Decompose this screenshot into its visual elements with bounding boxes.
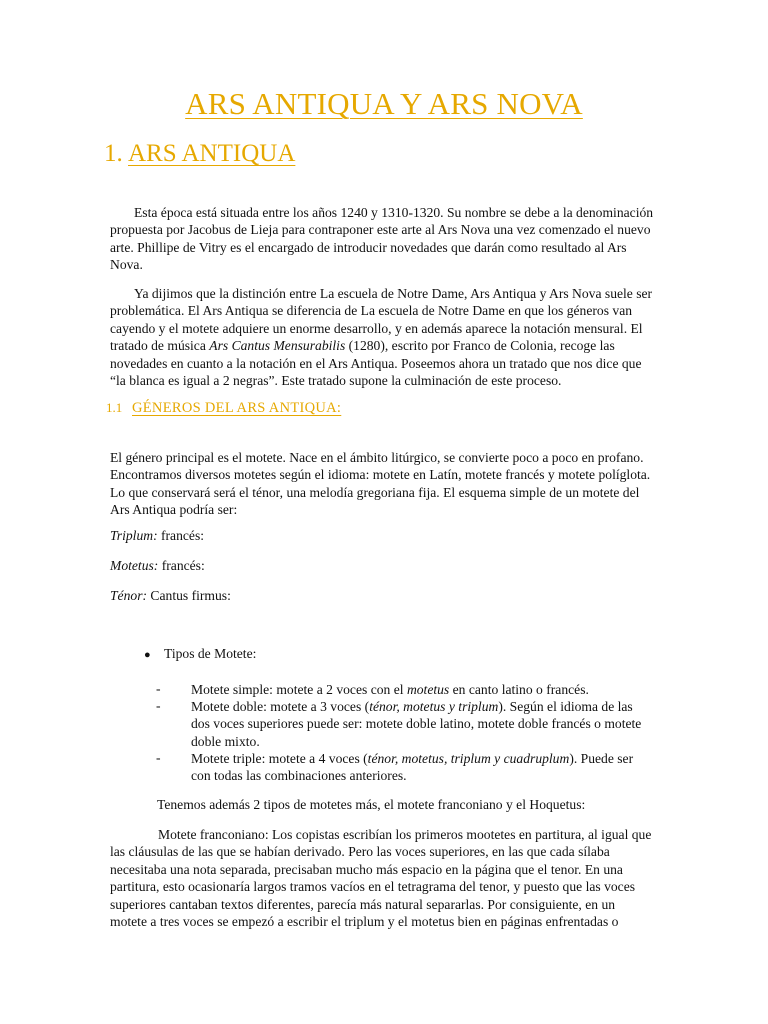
dash-marker: - xyxy=(156,681,161,696)
list-item-motete-triple xyxy=(191,750,653,785)
subsection-heading-generos xyxy=(106,400,341,417)
paragraph-distincion-part1: Ya dijimos que la distinción entre La escuela de Notre Dame, Ars Antiqua y Ars Nova suele ser problemática. El Ars Antiqua se diferencia de La escuela de Notre Dame en que los géneros van cayendo y el motete adquiere un enorme desarrollo, y en además aparece la notación mensural. El tratado de música xyxy=(110,286,653,354)
list-item-italic: motetus xyxy=(406,682,450,697)
section-heading-ars-antiqua xyxy=(104,140,295,168)
voice-value: francés: xyxy=(161,528,205,543)
subsection-number: 1.1 xyxy=(106,400,123,415)
section-title: ARS ANTIQUA xyxy=(128,140,296,167)
voice-line-motetus xyxy=(110,558,205,574)
list-item-italic: ténor, motetus, triplum y cuadruplum xyxy=(367,751,570,766)
list-item-text: Motete doble: motete a 3 voces ( xyxy=(191,699,370,714)
voice-name: Ténor: xyxy=(110,588,148,603)
list-item-text: Motete simple: motete a 2 voces con el xyxy=(191,682,407,697)
dash-marker: - xyxy=(156,698,161,713)
list-item-text: Motete triple: motete a 4 voces ( xyxy=(191,751,368,766)
list-item-motete-simple xyxy=(191,681,653,698)
paragraph-genero-principal: El género principal es el motete. Nace en el ámbito litúrgico, se convierte poco a poco en profano. Encontramos diversos motetes según el idioma: motete en Latín, motete francés y motete políglota. Lo que conservará será el ténor, una melodía gregoriana fija. El esquema simple de un motete del Ars Antiqua podría ser: xyxy=(110,450,651,518)
voice-line-tenor xyxy=(110,588,231,604)
bullet-tipos-de-motete xyxy=(144,646,256,662)
voice-name: Triplum: xyxy=(110,528,158,543)
bullet-label: Tipos de Motete: xyxy=(164,646,257,661)
list-item-text: en canto latino o francés. xyxy=(449,682,589,697)
paragraph-epoca: Esta época está situada entre los años 1240 y 1310-1320. Su nombre se debe a la denominación propuesta por Jacobus de Lieja para contraponer este arte al Ars Nova una vez comenzado el nuevo arte. Phillipe de Vitry es el encargado de introducir novedades que darán como resultado al Ars Nova. xyxy=(110,205,654,273)
voice-value: Cantus firmus: xyxy=(150,588,231,603)
section-number: 1. xyxy=(104,140,123,167)
voice-value: francés: xyxy=(161,558,205,573)
voice-name: Motetus: xyxy=(110,558,159,573)
list-item-text: ). Según el idioma de las dos voces superiores puede ser: motete doble latino, motete doble francés o motete doble mixto. xyxy=(191,699,642,749)
subsection-title: GÉNEROS DEL ARS ANTIQUA: xyxy=(132,400,342,416)
list-item-text: ). Puede ser con todas las combinaciones anteriores. xyxy=(191,751,634,784)
paragraph-distincion xyxy=(110,285,655,389)
treatise-title: Ars Cantus Mensurabilis xyxy=(209,338,346,354)
paragraph-motete-franconiano: Motete franconiano: Los copistas escribían los primeros mootetes en partitura, al igual que las cláusulas de las que se habían derivado. Pero las voces superiores, en las que cada sílaba necesitaba una nota separada, precisaban mucho más espacio en la página que el tenor. En una partitura, esto ocasionaría largos tramos vacíos en el tetragrama del tenor, y puesto que las voces superiores cantaban textos diferentes, parecía más natural separarlas. Por consiguiente, en un motete a tres voces se empezó a escribir el triplum y el motetus bien en páginas enfrentadas o xyxy=(110,827,652,930)
list-item-italic: ténor, motetus y triplum xyxy=(369,699,499,714)
bullet-dot-icon: ● xyxy=(144,649,151,661)
list-item-motete-doble xyxy=(191,698,653,750)
paragraph-tipos-mas: Tenemos además 2 tipos de motetes más, el motete franconiano y el Hoquetus: xyxy=(157,797,586,812)
dash-marker: - xyxy=(156,750,161,765)
document-title: ARS ANTIQUA Y ARS NOVA xyxy=(185,86,583,121)
paragraph-distincion-part2: (1280), escrito por Franco de Colonia, recoge las novedades en cuanto a la notación en el Ars Antiqua. Poseemos ahora un tratado que nos dice que “la blanca es igual a 2 negras”. Este tratado supone la culminación de este proceso. xyxy=(110,338,642,389)
voice-line-triplum xyxy=(110,528,204,544)
